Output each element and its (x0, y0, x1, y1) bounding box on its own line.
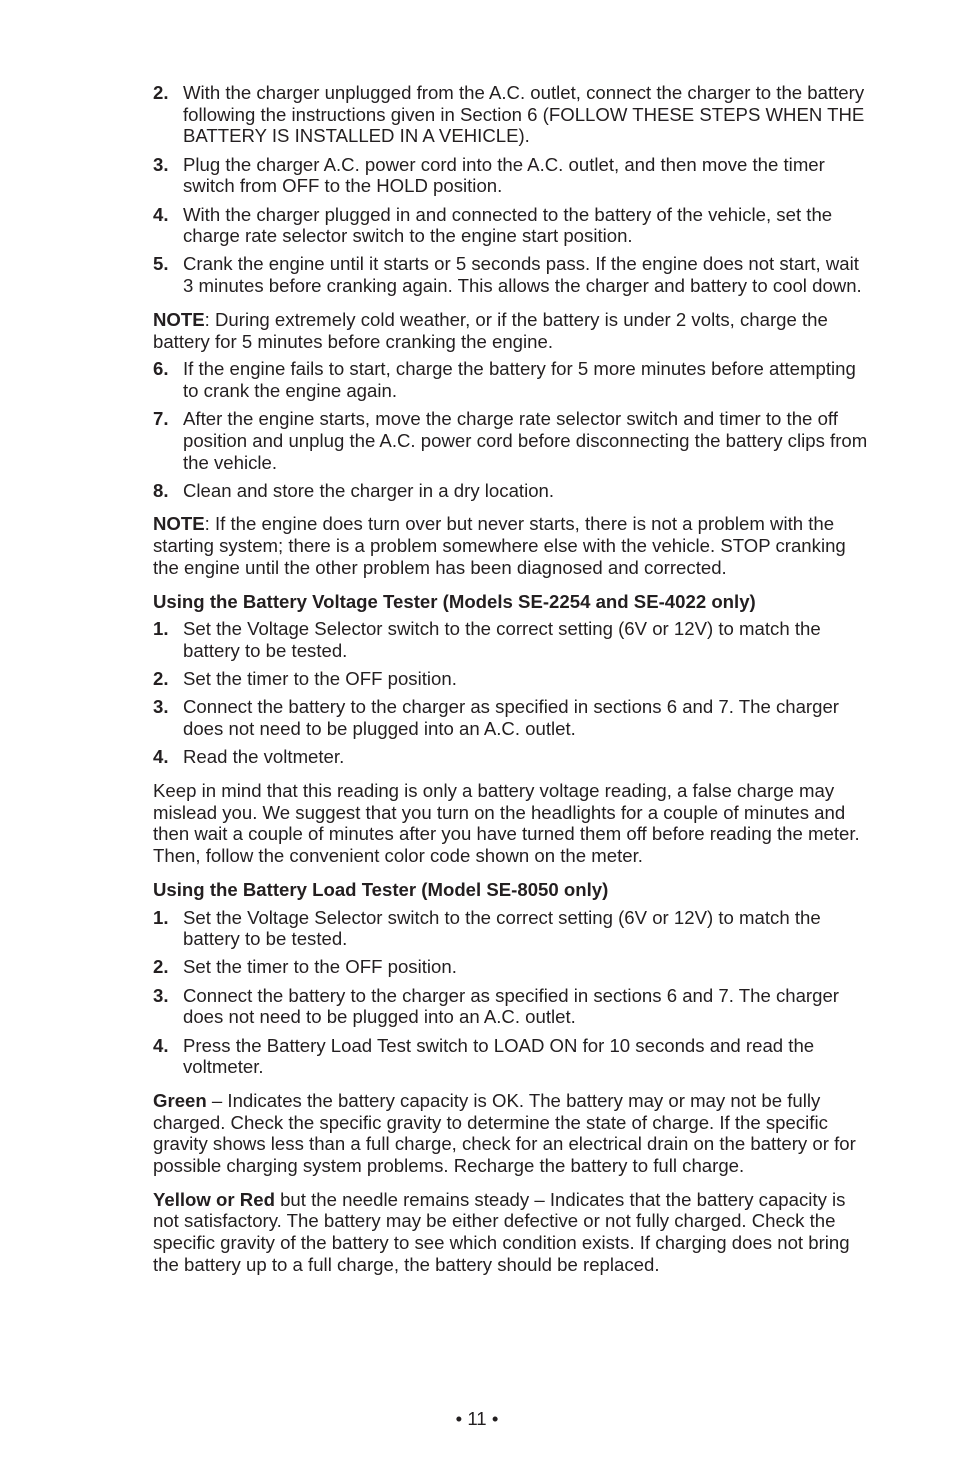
list-item (153, 480, 869, 502)
list-item (153, 746, 869, 768)
list-item (153, 253, 869, 296)
step-number: 4. (153, 1034, 169, 1056)
steps-list-load-tester (153, 907, 869, 1078)
step-number: 7. (153, 408, 169, 430)
step-text: Plug the charger A.C. power cord into the A.C. outlet, and then move the timer switch from OFF to the HOLD position. (183, 153, 825, 197)
step-number: 8. (153, 479, 169, 501)
step-number: 3. (153, 153, 169, 175)
note-label: NOTE (153, 308, 205, 330)
yellow-red-indicator-paragraph (153, 1189, 869, 1276)
list-item (153, 154, 869, 197)
step-text: Press the Battery Load Test switch to LOAD ON for 10 seconds and read the voltmeter. (183, 1034, 815, 1078)
step-text: Crank the engine until it starts or 5 seconds pass. If the engine does not start, wait 3 minutes before cranking again. This allows the charger and battery to cool down. (183, 253, 862, 297)
note-cold-weather (153, 309, 869, 352)
step-text: Set the timer to the OFF position. (183, 956, 457, 978)
list-item (153, 956, 869, 978)
note-text: : If the engine does turn over but never starts, there is not a problem with the starting system; there is a problem somewhere else with the vehicle. STOP cranking the engine until the other problem has been diagnosed and corrected. (153, 513, 846, 578)
note-text: : During extremely cold weather, or if the battery is under 2 volts, charge the battery for 5 minutes before cranking the engine. (153, 308, 828, 352)
yellow-red-label: Yellow or Red (153, 1188, 275, 1210)
step-text: After the engine starts, move the charge rate selector switch and timer to the off position and unplug the A.C. power cord before disconnecting the battery clips from the vehicle. (183, 408, 868, 473)
yellow-red-text: but the needle remains steady – Indicates that the battery capacity is not satisfactory. The battery may be either defective or not fully charged. Check the specific gravity of the battery to see which condition exists. If charging does not bring the battery up to a full charge, the battery should be replaced. (153, 1188, 850, 1275)
green-label: Green (153, 1089, 207, 1111)
list-item (153, 668, 869, 690)
steps-list-voltage-tester (153, 618, 869, 768)
green-indicator-paragraph (153, 1090, 869, 1177)
voltage-reading-paragraph: Keep in mind that this reading is only a battery voltage reading, a false charge may mislead you. We suggest that you turn on the headlights for a couple of minutes and then wait a couple of minutes after you have turned them off before reading the meter. Then, follow the convenient color code shown on the meter. (153, 779, 860, 867)
steps-list-charging (153, 82, 869, 297)
step-text: If the engine fails to start, charge the battery for 5 more minutes before attempting to crank the engine again. (183, 358, 856, 401)
heading-voltage-tester: Using the Battery Voltage Tester (Models SE-2254 and SE-4022 only) (153, 590, 756, 612)
list-item (153, 358, 869, 401)
step-text: With the charger plugged in and connected to the battery of the vehicle, set the charge rate selector switch to the engine start position. (183, 203, 833, 247)
list-item (153, 907, 869, 950)
step-text: Set the Voltage Selector switch to the correct setting (6V or 12V) to match the battery to be tested. (183, 618, 821, 661)
heading-load-tester: Using the Battery Load Tester (Model SE-8050 only) (153, 878, 609, 900)
note-label: NOTE (153, 513, 205, 535)
note-engine-turns-over (153, 513, 869, 578)
page-content (153, 82, 869, 1282)
steps-list-engine (153, 358, 869, 501)
step-number: 1. (153, 906, 169, 928)
list-item (153, 985, 869, 1028)
step-number: 4. (153, 203, 169, 225)
list-item (153, 408, 869, 473)
list-item (153, 204, 869, 247)
step-number: 6. (153, 358, 169, 380)
list-item (153, 618, 869, 661)
step-text: Read the voltmeter. (183, 746, 345, 768)
step-number: 3. (153, 696, 169, 718)
step-number: 4. (153, 746, 169, 768)
step-number: 2. (153, 82, 169, 103)
list-item (153, 696, 869, 739)
step-number: 2. (153, 668, 169, 690)
step-number: 2. (153, 956, 169, 978)
step-number: 1. (153, 618, 169, 640)
page-number: • 11 • (455, 1408, 499, 1429)
step-text: Clean and store the charger in a dry location. (183, 479, 555, 501)
green-text: – Indicates the battery capacity is OK. The battery may or may not be fully charged. Check the specific gravity to determine the state of charge. If the specific gravity shows less than a full charge, check for an electrical drain on the battery or for possible charging system problems. Recharge the battery to full charge. (153, 1089, 856, 1177)
list-item (153, 82, 869, 147)
step-text: With the charger unplugged from the A.C. outlet, connect the charger to the battery following the instructions given in Section 6 (FOLLOW THESE STEPS WHEN THE BATTERY IS INSTALLED IN A VEHICLE). (183, 82, 865, 147)
step-text: Set the timer to the OFF position. (183, 668, 457, 690)
step-text: Connect the battery to the charger as specified in sections 6 and 7. The charger does not need to be plugged into an A.C. outlet. (183, 696, 839, 740)
step-number: 3. (153, 984, 169, 1006)
step-number: 5. (153, 253, 169, 275)
step-text: Connect the battery to the charger as specified in sections 6 and 7. The charger does not need to be plugged into an A.C. outlet. (183, 984, 839, 1028)
step-text: Set the Voltage Selector switch to the correct setting (6V or 12V) to match the battery to be tested. (183, 906, 821, 950)
list-item (153, 1035, 869, 1078)
